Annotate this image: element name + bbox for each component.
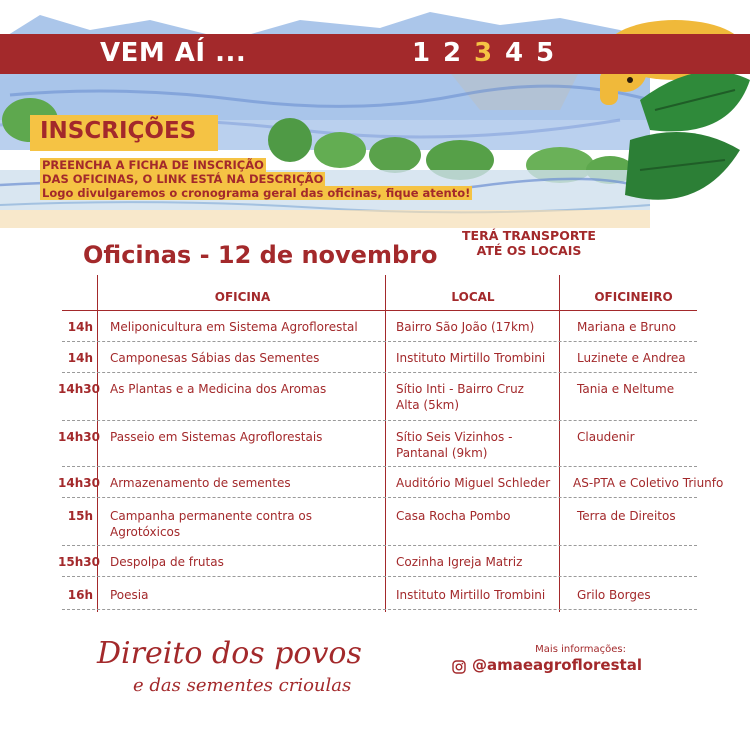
table-header-rule xyxy=(62,310,697,311)
row-time: 14h30 xyxy=(58,382,100,396)
row-separator xyxy=(62,341,697,342)
column-header-workshop: OFICINA xyxy=(214,290,271,304)
row-location: Bairro São João (17km) xyxy=(396,320,535,334)
row-time: 15h xyxy=(67,509,93,523)
instagram-icon xyxy=(452,660,466,674)
row-facilitator: Mariana e Bruno xyxy=(577,320,677,334)
row-separator xyxy=(62,372,697,373)
row-location: Instituto Mirtillo Trombini xyxy=(396,351,546,365)
banner-title: VEM AÍ ... xyxy=(100,38,247,68)
table-divider xyxy=(385,275,386,612)
row-facilitator: AS-PTA e Coletivo Triunfo xyxy=(573,476,724,490)
row-separator xyxy=(62,609,697,610)
row-separator xyxy=(62,497,697,498)
row-workshop: Passeio em Sistemas Agroflorestais xyxy=(110,430,323,444)
page-indicator xyxy=(412,38,567,68)
transport-line-1: TERÁ TRANSPORTE xyxy=(462,228,596,243)
row-separator xyxy=(62,545,697,546)
schedule-title: Oficinas - 12 de novembro xyxy=(83,241,438,269)
row-workshop: Camponesas Sábias das Sementes xyxy=(110,351,320,365)
row-separator xyxy=(62,466,697,467)
row-time: 14h30 xyxy=(58,476,100,490)
row-time: 16h xyxy=(67,588,93,602)
slogan-line-2: e das sementes crioulas xyxy=(133,675,352,696)
row-time: 14h xyxy=(67,320,93,334)
registration-heading: INSCRIÇÕES xyxy=(40,118,197,144)
row-time: 14h30 xyxy=(58,430,100,444)
transport-notice xyxy=(440,228,618,258)
page-number-1: 1 xyxy=(412,38,431,68)
page-number-5: 5 xyxy=(536,38,555,68)
slogan-line-1: Direito dos povos xyxy=(97,636,362,671)
registration-line-1: PREENCHA A FICHA DE INSCRIÇÃO xyxy=(42,158,264,172)
column-header-facilitator: OFICINEIRO xyxy=(594,290,673,304)
registration-line-2: DAS OFICINAS, O LINK ESTÁ NA DESCRIÇÃO xyxy=(42,172,324,186)
row-facilitator: Tania e Neltume xyxy=(577,382,675,396)
column-header-location: LOCAL xyxy=(451,290,495,304)
row-location: Sítio Seis Vizinhos - Pantanal (9km) xyxy=(396,430,513,460)
row-location: Casa Rocha Pombo xyxy=(396,509,511,523)
row-facilitator: Grilo Borges xyxy=(577,588,651,602)
row-workshop: Despolpa de frutas xyxy=(110,555,224,569)
registration-line-3: Logo divulgaremos o cronograma geral das oficinas, fique atento! xyxy=(42,186,471,200)
registration-text xyxy=(40,158,472,200)
page-number-3-active: 3 xyxy=(474,38,493,68)
row-location: Auditório Miguel Schleder xyxy=(396,476,551,490)
row-time: 14h xyxy=(67,351,93,365)
row-workshop: Poesia xyxy=(110,588,149,602)
row-facilitator: Luzinete e Andrea xyxy=(577,351,686,365)
transport-line-2: ATÉ OS LOCAIS xyxy=(476,243,582,258)
row-workshop: As Plantas e a Medicina dos Aromas xyxy=(110,382,327,396)
page-number-2: 2 xyxy=(443,38,462,68)
row-separator xyxy=(62,420,697,421)
instagram-handle[interactable]: @amaeagroflorestal xyxy=(472,656,642,674)
row-separator xyxy=(62,576,697,577)
row-location: Sítio Inti - Bairro Cruz Alta (5km) xyxy=(396,382,524,412)
row-workshop: Campanha permanente contra os Agrotóxicos xyxy=(110,509,312,539)
row-facilitator: Terra de Direitos xyxy=(577,509,676,523)
row-workshop: Armazenamento de sementes xyxy=(110,476,291,490)
row-location: Cozinha Igreja Matriz xyxy=(396,555,523,569)
row-facilitator: Claudenir xyxy=(577,430,635,444)
row-time: 15h30 xyxy=(58,555,100,569)
page-number-4: 4 xyxy=(505,38,524,68)
more-info-label: Mais informações: xyxy=(535,644,626,655)
row-workshop: Meliponicultura em Sistema Agroflorestal xyxy=(110,320,358,334)
row-location: Instituto Mirtillo Trombini xyxy=(396,588,546,602)
